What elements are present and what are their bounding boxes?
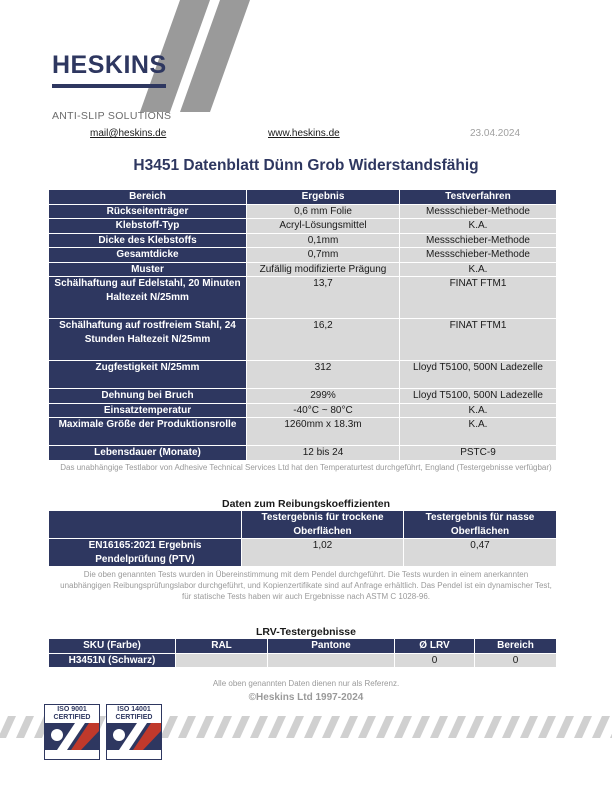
- email-link[interactable]: mail@heskins.de: [90, 128, 167, 139]
- spec-header-2: Testverfahren: [400, 190, 557, 205]
- spec-label: Klebstoff-Typ: [49, 219, 247, 234]
- stripe: [250, 716, 268, 738]
- spec-method: K.A.: [400, 418, 557, 446]
- spec-label: Muster: [49, 262, 247, 277]
- stripe: [376, 716, 394, 738]
- stripe: [466, 716, 484, 738]
- spec-method: Lloyd T5100, 500N Ladezelle: [400, 389, 557, 404]
- spec-label: Dehnung bei Bruch: [49, 389, 247, 404]
- page-title: H3451 Datenblatt Dünn Grob Widerstandsfähig: [133, 157, 479, 174]
- spec-result: 12 bis 24: [247, 446, 400, 461]
- friction-heading: Daten zum Reibungskoeffizienten: [221, 498, 390, 510]
- spec-method: FINAT FTM1: [400, 277, 557, 319]
- stripe: [0, 716, 16, 738]
- document-date: 23.04.2024: [470, 128, 521, 139]
- stripe: [268, 716, 286, 738]
- iso-14001-emblem-icon: [107, 723, 161, 750]
- friction-wet-value: 0,47: [404, 539, 557, 567]
- spec-label: Rückseitenträger: [49, 204, 247, 219]
- stripe: [358, 716, 376, 738]
- stripe: [430, 716, 448, 738]
- stripe: [520, 716, 538, 738]
- stripe: [16, 716, 34, 738]
- lrv-table: [48, 638, 557, 668]
- stripe: [574, 716, 592, 738]
- footer-disclaimer: Alle oben genannten Daten dienen nur als Referenz.: [212, 679, 400, 688]
- lrv-sku-value: H3451N (Schwarz): [49, 653, 176, 668]
- stripe: [232, 716, 250, 738]
- spec-row: [49, 418, 557, 446]
- stripe: [304, 716, 322, 738]
- iso-9001-emblem-icon: [45, 723, 99, 750]
- lrv-header-pantone: Pantone: [268, 639, 395, 654]
- stripe: [592, 716, 610, 738]
- stripe: [214, 716, 232, 738]
- spec-row: [49, 361, 557, 389]
- friction-row-label: EN16165:2021 Ergebnis Pendelprüfung (PTV): [49, 539, 242, 567]
- lrv-range-value: 0: [475, 653, 557, 668]
- stripe: [538, 716, 556, 738]
- friction-table: [48, 510, 557, 567]
- spec-result: Zufällig modifizierte Prägung: [247, 262, 400, 277]
- stripe: [196, 716, 214, 738]
- spec-result: Acryl-Lösungsmittel: [247, 219, 400, 234]
- spec-label: Lebensdauer (Monate): [49, 446, 247, 461]
- spec-method: K.A.: [400, 219, 557, 234]
- lrv-heading: LRV-Testergebnisse: [256, 626, 356, 638]
- brand-tagline: ANTI-SLIP SOLUTIONS: [52, 110, 172, 122]
- brand-logo-text: HESKINS: [52, 51, 167, 79]
- footer-copyright: ©Heskins Ltd 1997-2024: [248, 692, 364, 703]
- lrv-header-ral: RAL: [176, 639, 268, 654]
- spec-method: Messschieber-Methode: [400, 204, 557, 219]
- spec-label: Schälhaftung auf Edelstahl, 20 Minuten Haltezeit N/25mm: [49, 277, 247, 319]
- spec-result: 0,6 mm Folie: [247, 204, 400, 219]
- spec-result: 0,1mm: [247, 233, 400, 248]
- friction-header-blank: [49, 511, 242, 539]
- spec-row: [49, 204, 557, 219]
- spec-row: [49, 248, 557, 263]
- stripe: [160, 716, 178, 738]
- lrv-header-lrv: Ø LRV: [395, 639, 475, 654]
- iso-14001-badge: [106, 704, 162, 760]
- spec-label: Zugfestigkeit N/25mm: [49, 361, 247, 389]
- spec-result: 16,2: [247, 319, 400, 361]
- spec-method: Messschieber-Methode: [400, 248, 557, 263]
- lrv-value: 0: [395, 653, 475, 668]
- lrv-ral-value: [176, 653, 268, 668]
- lrv-header-range: Bereich: [475, 639, 557, 654]
- iso-9001-badge: [44, 704, 100, 760]
- spec-row: [49, 277, 557, 319]
- friction-dry-value: 1,02: [242, 539, 404, 567]
- spec-result: -40°C ~ 80°C: [247, 403, 400, 418]
- stripe: [556, 716, 574, 738]
- spec-method: FINAT FTM1: [400, 319, 557, 361]
- spec-result: 299%: [247, 389, 400, 404]
- spec-label: Dicke des Klebstoffs: [49, 233, 247, 248]
- friction-header-wet: Testergebnis für nasse Oberflächen: [404, 511, 557, 539]
- iso-14001-label: ISO 14001 CERTIFIED: [107, 705, 161, 723]
- stripe: [340, 716, 358, 738]
- spec-result: 13,7: [247, 277, 400, 319]
- stripe: [286, 716, 304, 738]
- spec-row: [49, 319, 557, 361]
- spec-method: K.A.: [400, 403, 557, 418]
- lrv-pantone-value: [268, 653, 395, 668]
- spec-row: [49, 219, 557, 234]
- spec-method: Messschieber-Methode: [400, 233, 557, 248]
- spec-method: PSTC-9: [400, 446, 557, 461]
- spec-header-1: Ergebnis: [247, 190, 400, 205]
- spec-label: Schälhaftung auf rostfreiem Stahl, 24 Stunden Haltezeit N/25mm: [49, 319, 247, 361]
- friction-note: Die oben genannten Tests wurden in Übereinstimmung mit dem Pendel durchgeführt. Die Tests wurden in einem anerkannten unabhängigen Reibungsprüfungslabor durchgeführt, und Kopienzertifikate sind auf Anfrage erhältlich. Das Pendel ist ein dynamischer Test, für statische Tests haben wir auch Ergebnisse nach ASTM C 1028-96.: [60, 570, 552, 601]
- stripe: [412, 716, 430, 738]
- iso-9001-label: ISO 9001 CERTIFIED: [45, 705, 99, 723]
- spec-row: [49, 403, 557, 418]
- spec-label: Einsatztemperatur: [49, 403, 247, 418]
- spec-result: 312: [247, 361, 400, 389]
- lrv-header-sku: SKU (Farbe): [49, 639, 176, 654]
- spec-method: Lloyd T5100, 500N Ladezelle: [400, 361, 557, 389]
- stripe: [322, 716, 340, 738]
- stripe: [178, 716, 196, 738]
- logo-underline: [52, 84, 166, 88]
- spec-row: [49, 389, 557, 404]
- spec-header-0: Bereich: [49, 190, 247, 205]
- stripe: [448, 716, 466, 738]
- spec-result: 1260mm x 18.3m: [247, 418, 400, 446]
- spec-label: Gesamtdicke: [49, 248, 247, 263]
- spec-method: K.A.: [400, 262, 557, 277]
- website-link[interactable]: www.heskins.de: [268, 128, 340, 139]
- stripe: [502, 716, 520, 738]
- stripe: [394, 716, 412, 738]
- friction-header-dry: Testergebnis für trockene Oberflächen: [242, 511, 404, 539]
- spec-label: Maximale Größe der Produktionsrolle: [49, 418, 247, 446]
- spec-table: [48, 189, 557, 461]
- stripe: [484, 716, 502, 738]
- spec-row: [49, 233, 557, 248]
- spec-note: Das unabhängige Testlabor von Adhesive Technical Services Ltd hat den Temperaturtest durchgeführt, England (Testergebnisse verfügbar): [60, 463, 552, 472]
- spec-row: [49, 262, 557, 277]
- spec-result: 0,7mm: [247, 248, 400, 263]
- spec-row: [49, 446, 557, 461]
